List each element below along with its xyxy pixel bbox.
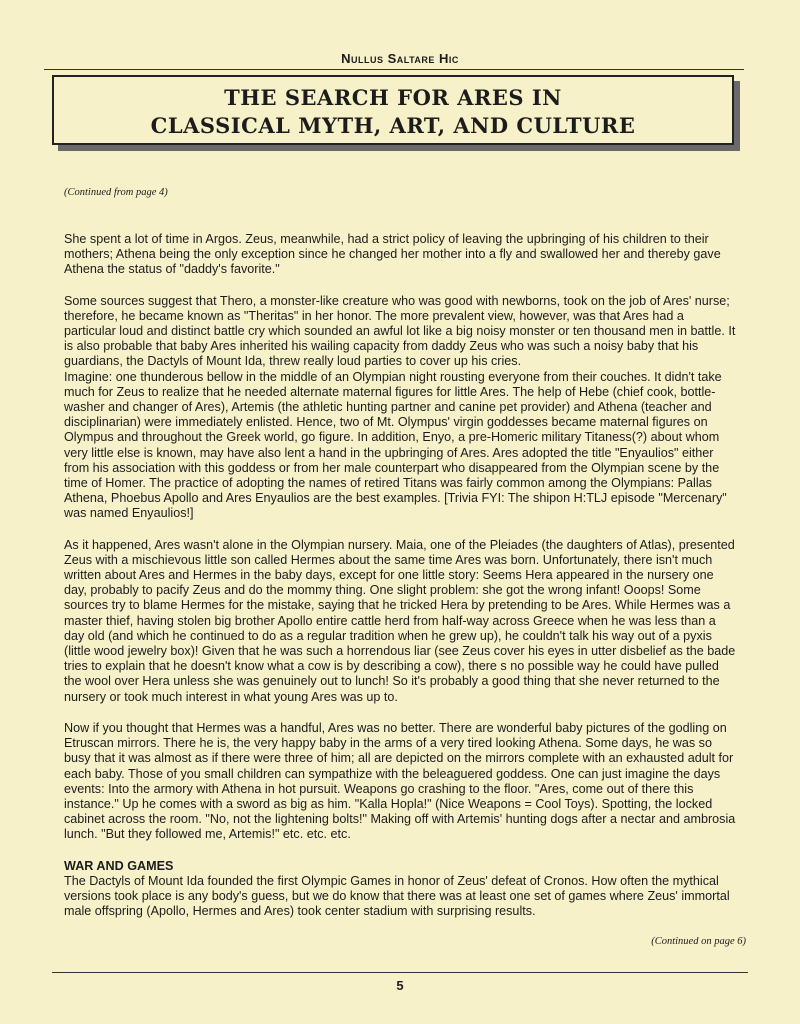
paragraph-3: Imagine: one thunderous bellow in the middle of an Olympian night rousting everyone from their couches. It didn't take much for Zeus to realize that he needed alternate maternal figures for little Ares. The help of Hebe (chief cook, bottle-washer and changer of Ares), Artemis (the athletic hunting partner and canine pet provider) and Athena (teacher and disciplinarian) were immediately enlisted. Hence, two of Mt. Olympus' virgin goddesses became maternal figures on Olympus and throughout the Greek world, go figure. In addition, Enyo, a pre-Homeric military Titaness(?) about whom very little else is known, may have also lent a hand in the upbringing of Ares. Ares adopted the title "Enyaulios" either from his association with this goddess or from her male counterpart who disappeared from the Olympian scene by the time of Homer. The practice of adopting the names of retired Titans was fairly common among the Olympians: Pallas Athena, Phoebus Apollo and Ares Enyaulios are the best examples. [Trivia FYI: The shipon H:TLJ episode "Mercenary" was named Enyaulios!] bbox=[64, 369, 727, 521]
article-title-line-1: THE SEARCH FOR ARES IN bbox=[224, 85, 562, 110]
paragraph-1: She spent a lot of time in Argos. Zeus, meanwhile, had a strict policy of leaving the upbringing of his children to their mothers; Athena being the only exception since he changed her mother into a fly and swallowed her and thereby gave Athena the status of "daddy's favorite." bbox=[64, 232, 721, 277]
section-paragraph: The Dactyls of Mount Ida founded the first Olympic Games in honor of Zeus' defeat of Cronos. How often the mythical versions took place is any body's guess, but we do know that there was at least one set of games where Zeus' immortal male offspring (Apollo, Hermes and Ares) took center stadium with surprising results. bbox=[64, 873, 730, 919]
running-header: Nullus Saltare Hic bbox=[341, 51, 459, 66]
page-number: 5 bbox=[396, 978, 404, 993]
header-rule bbox=[44, 69, 744, 70]
continued-on-note: (Continued on page 6) bbox=[651, 936, 746, 947]
paragraph-4: As it happened, Ares wasn't alone in the Olympian nursery. Maia, one of the Pleiades (the daughters of Atlas), presented Zeus with a mischievous little son called Hermes about the same time Ares was born. Unfortunately, there isn't much written about Ares and Hermes in the baby days, except for one little story: Seems Hera appeared in the nursery one day, probably to pacify Zeus and do the mommy thing. One slight problem: she got the wrong infant! Ooops! Some sources try to blame Hermes for the mistake, saying that he tricked Hera by pretending to be Ares. While Hermes was a master thief, having stolen big brother Apollo entire cattle herd from half-way across Greece when he was less than a day old (and which he continued to do as a regular tradition when he grew up), he couldn't talk his way out of a pyxis (little wood jewelry box)! Given that he was such a horrendous liar (see Zeus cover his eyes in utter disbelief as the bade tries to explain that he doesn't know what a cow is by describing a cow), there s no possible way he could have pulled the wool over Hera unless she was genuinely out to lunch! So it's probably a good thing that she never returned to the nursery or took much interest in what young Ares was up to. bbox=[64, 537, 736, 704]
article-title-line-2: CLASSICAL MYTH, ART, AND CULTURE bbox=[150, 113, 636, 138]
paragraph-2: Some sources suggest that Thero, a monster-like creature who was good with newborns, took on the job of Ares' nurse; therefore, he became known as "Theritas" in her honor. The more prevalent view, however, was that Ares had a particular loud and distinct battle cry which sounded an awful lot like a big noisy monster or ten thousand men in battle. It is also probable that baby Ares inherited his wailing capacity from daddy Zeus who was such a noisy baby that his guardians, the Dactyls of Mount Ida, threw really loud parties to cover up his cries. bbox=[64, 293, 736, 369]
continued-from-note: (Continued from page 4) bbox=[64, 187, 168, 198]
article-title-box bbox=[52, 75, 734, 145]
article-body bbox=[64, 232, 738, 919]
footer-rule bbox=[52, 972, 748, 973]
paragraph-5: Now if you thought that Hermes was a handful, Ares was no better. There are wonderful baby pictures of the godling on Etruscan mirrors. There he is, the very happy baby in the arms of a very tired looking Athena. Some days, he was so busy that it was almost as if there were three of him; all are depicted on the mirrors complete with an exhausted adult for each baby. Those of you small children can sympathize with the beleaguered goddess. One can just imagine the days events: Into the armory with Athena in hot pursuit. Weapons go crashing to the floor. "Ares, come out of there this instance." Up he comes with a sword as big as him. "Kalla Hopla!" (Nice Weapons = Cool Toys). Spotting, the locked cabinet across the room. "No, not the lightening bolts!" Making off with Artemis' hunting dogs after a nectar and ambrosia lunch. "But they followed me, Artemis!" etc. etc. etc. bbox=[64, 720, 736, 842]
section-heading: WAR AND GAMES bbox=[64, 858, 174, 873]
